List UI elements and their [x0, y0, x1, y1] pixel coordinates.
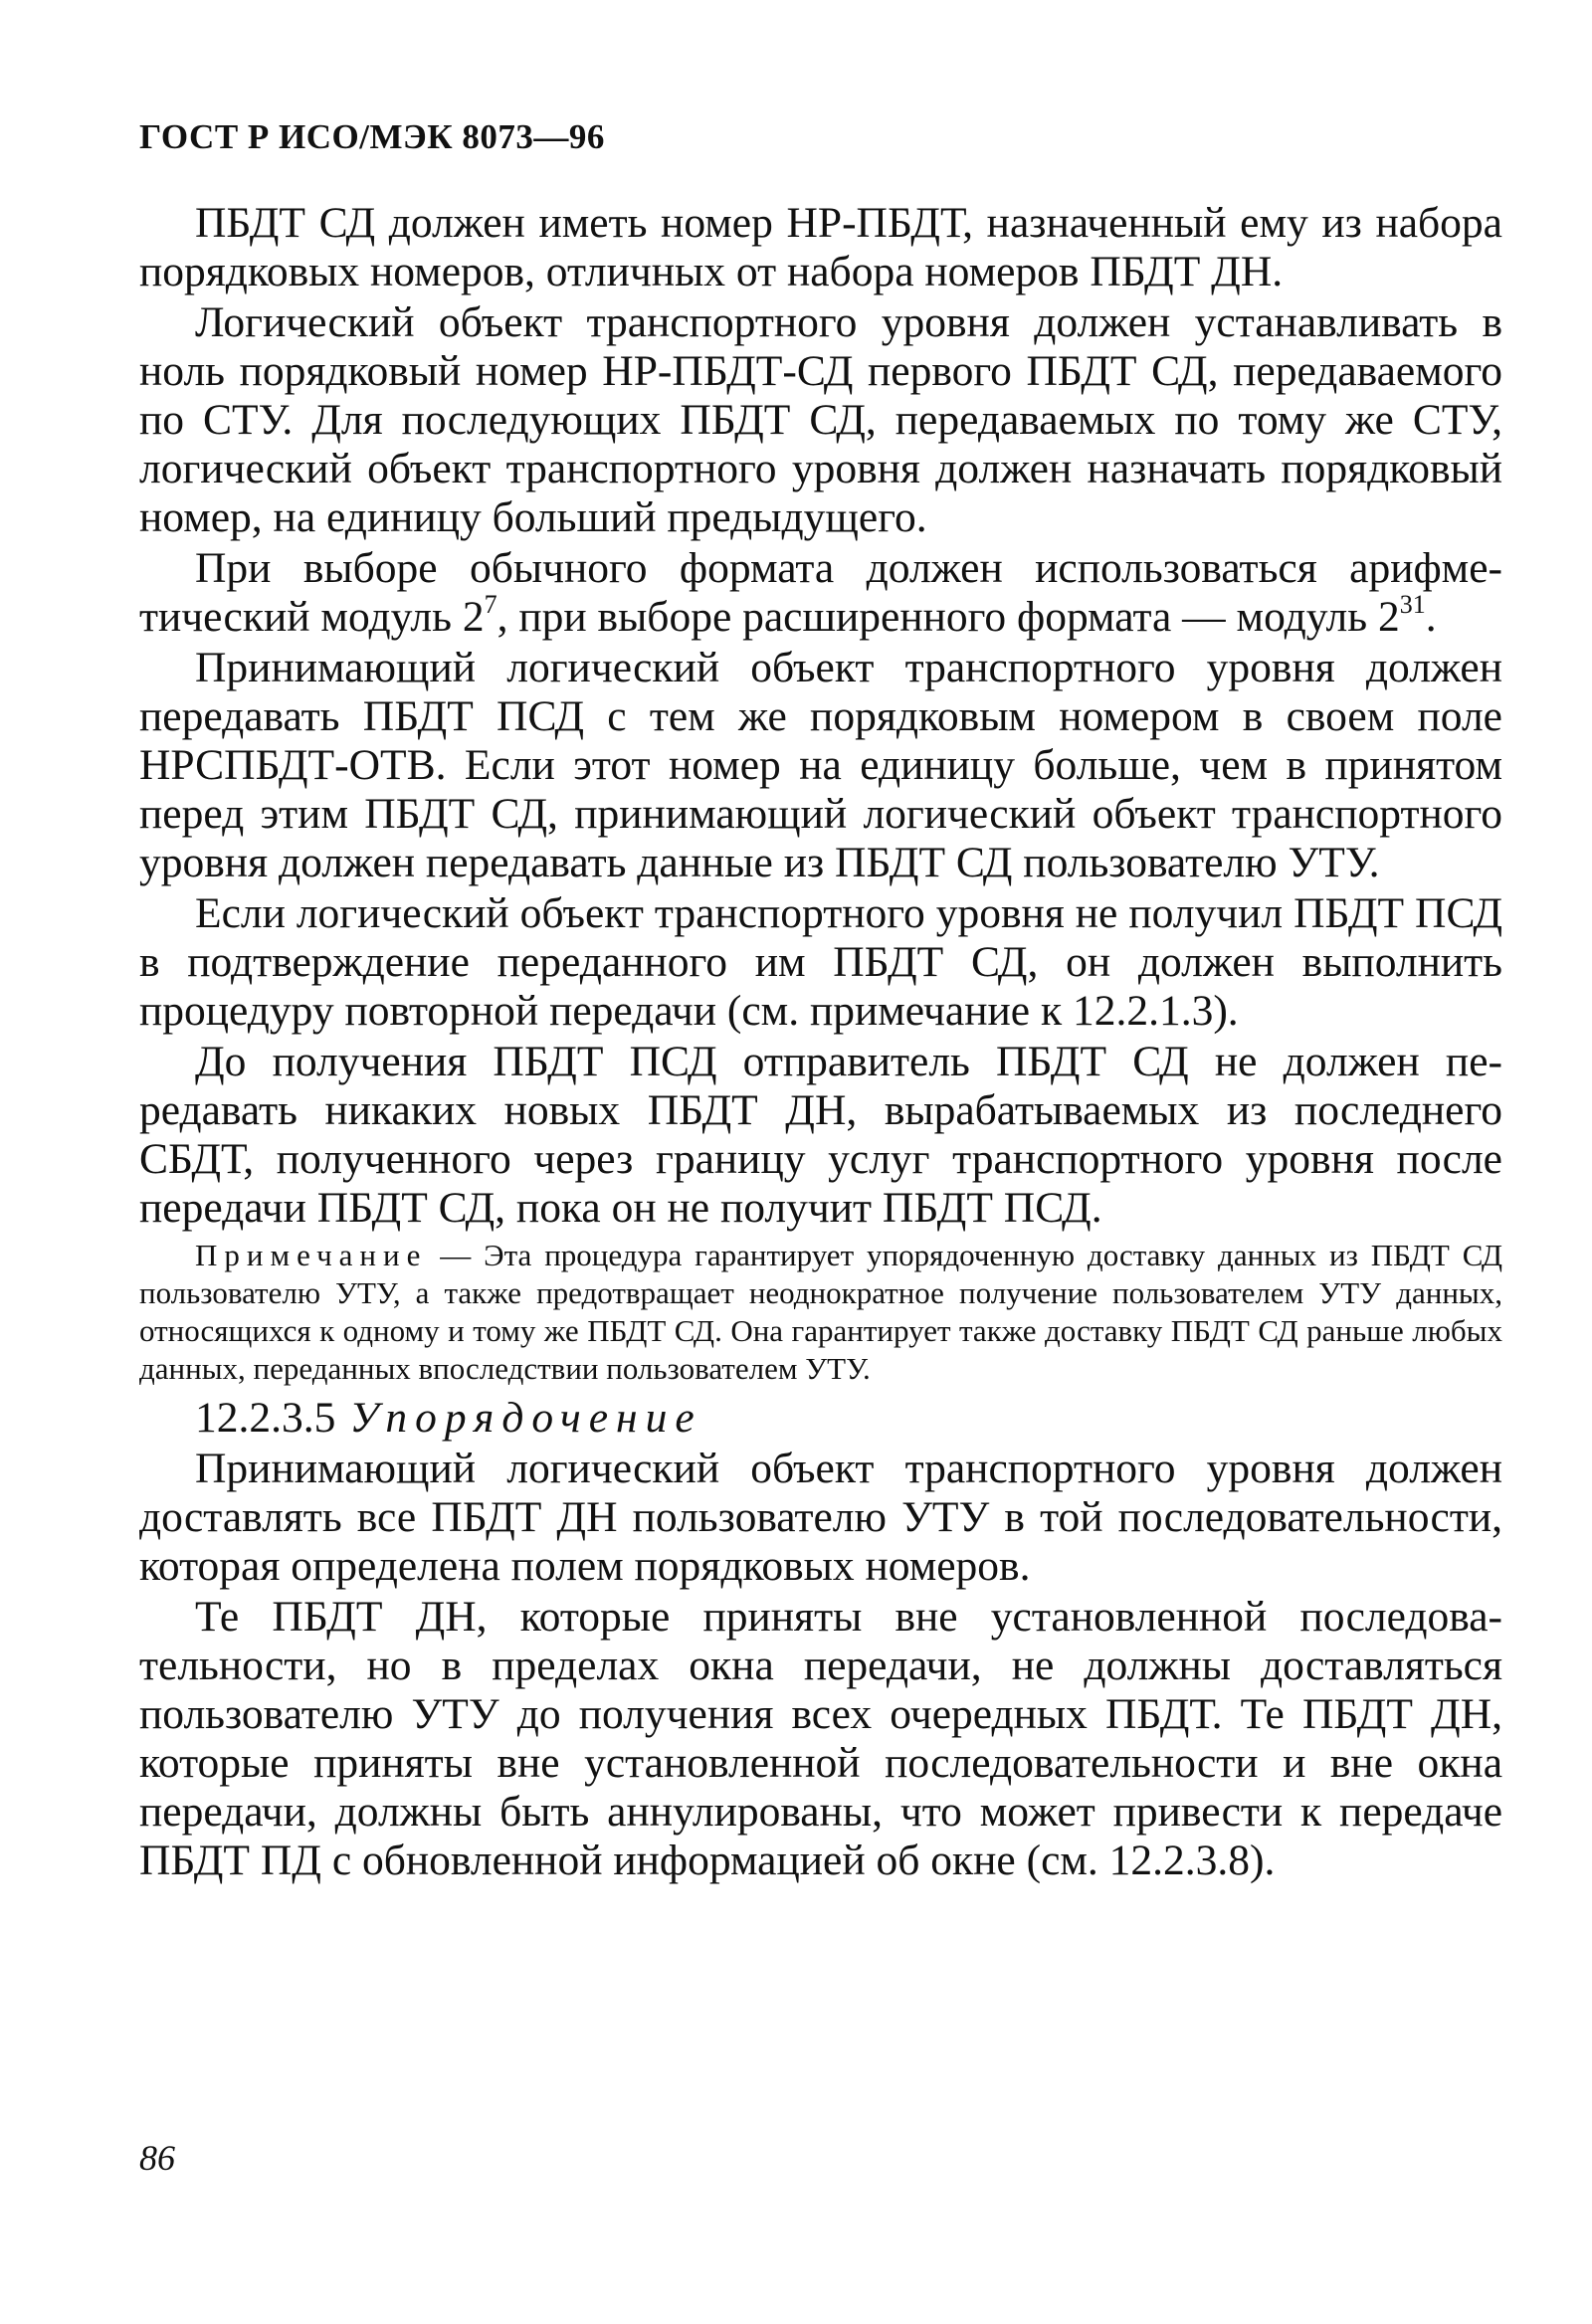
paragraph-7: Принимающий логический объект транспортного уровня должен доставлять все ПБДТ ДН пользователю УТУ в той последовательности, которая определена полем порядковых номеров.	[139, 1445, 1502, 1590]
paragraph-4: Принимающий логический объект транспортного уровня должен передавать ПБДТ ПСД с тем же порядковым номером в своем поле НРСПБДТ-ОТВ. Если этот номер на единицу больше, чем в принятом перед этим ПБДТ СД, принимающий логический объект транспортного уровня должен передавать данные из ПБДТ СД пользователю УТУ.	[139, 644, 1502, 886]
paragraph-5: Если логический объект транспортного уровня не получил ПБДТ ПСД в подтверждение переданного им ПБДТ СД, он должен выполнить процедуру повторной передачи (см. примечание к 12.2.1.3).	[139, 889, 1502, 1035]
exponent-7: 7	[484, 589, 498, 619]
section-title: Упорядочение	[349, 1394, 702, 1442]
document-header: ГОСТ Р ИСО/МЭК 8073—96	[139, 117, 605, 156]
paragraph-3-text-a: При выборе обычного формата должен использоваться арифметический модуль 2	[139, 544, 1502, 641]
paragraph-1: ПБДТ СД должен иметь номер НР-ПБДТ, назначенный ему из набора порядковых номеров, отличных от набора номеров ПБДТ ДН.	[139, 199, 1502, 295]
paragraph-8: Те ПБДТ ДН, которые приняты вне установленной последовательности, но в пределах окна передачи, не должны доставляться пользователю УТУ до получения всех очередных ПБДТ. Те ПБДТ ДН, которые приняты вне установленной последовательности и вне окна передачи, должны быть аннулированы, что может привести к передаче ПБДТ ПД с обновленной информацией об окне (см. 12.2.3.8).	[139, 1593, 1502, 1884]
section-heading	[139, 1394, 1502, 1443]
note-text: — Эта процедура гарантирует упорядоченную доставку данных из ПБДТ СД пользователю УТУ, а также предотвращает неоднократное получение пользователем УТУ данных, относящихся к одному и тому же ПБДТ СД. Она гарантирует также доставку ПБДТ СД раньше любых данных, переданных впоследствии пользователем УТУ.	[139, 1238, 1502, 1386]
section-number: 12.2.3.5	[195, 1394, 336, 1442]
paragraph-3-text-c: .	[1425, 593, 1437, 641]
document-body	[139, 199, 1502, 1887]
paragraph-3	[139, 544, 1502, 642]
note-label: Примечание	[195, 1238, 428, 1272]
exponent-31: 31	[1399, 589, 1426, 619]
page-number: 86	[139, 2138, 175, 2178]
paragraph-3-text-b: , при выборе расширенного формата — модуль 2	[497, 593, 1400, 641]
note-block	[139, 1237, 1502, 1388]
paragraph-6: До получения ПБДТ ПСД отправитель ПБДТ СД не должен передавать никаких новых ПБДТ ДН, вырабатываемых из последнего СБДТ, полученного через границу услуг транспортного уровня после передачи ПБДТ СД, пока он не получит ПБДТ ПСД.	[139, 1038, 1502, 1232]
paragraph-2: Логический объект транспортного уровня должен устанавливать в ноль порядковый номер НР-ПБДТ-СД первого ПБДТ СД, передаваемого по СТУ. Для последующих ПБДТ СД, передаваемых по тому же СТУ, логический объект транспортного уровня должен назначать порядковый номер, на единицу больший предыдущего.	[139, 298, 1502, 541]
